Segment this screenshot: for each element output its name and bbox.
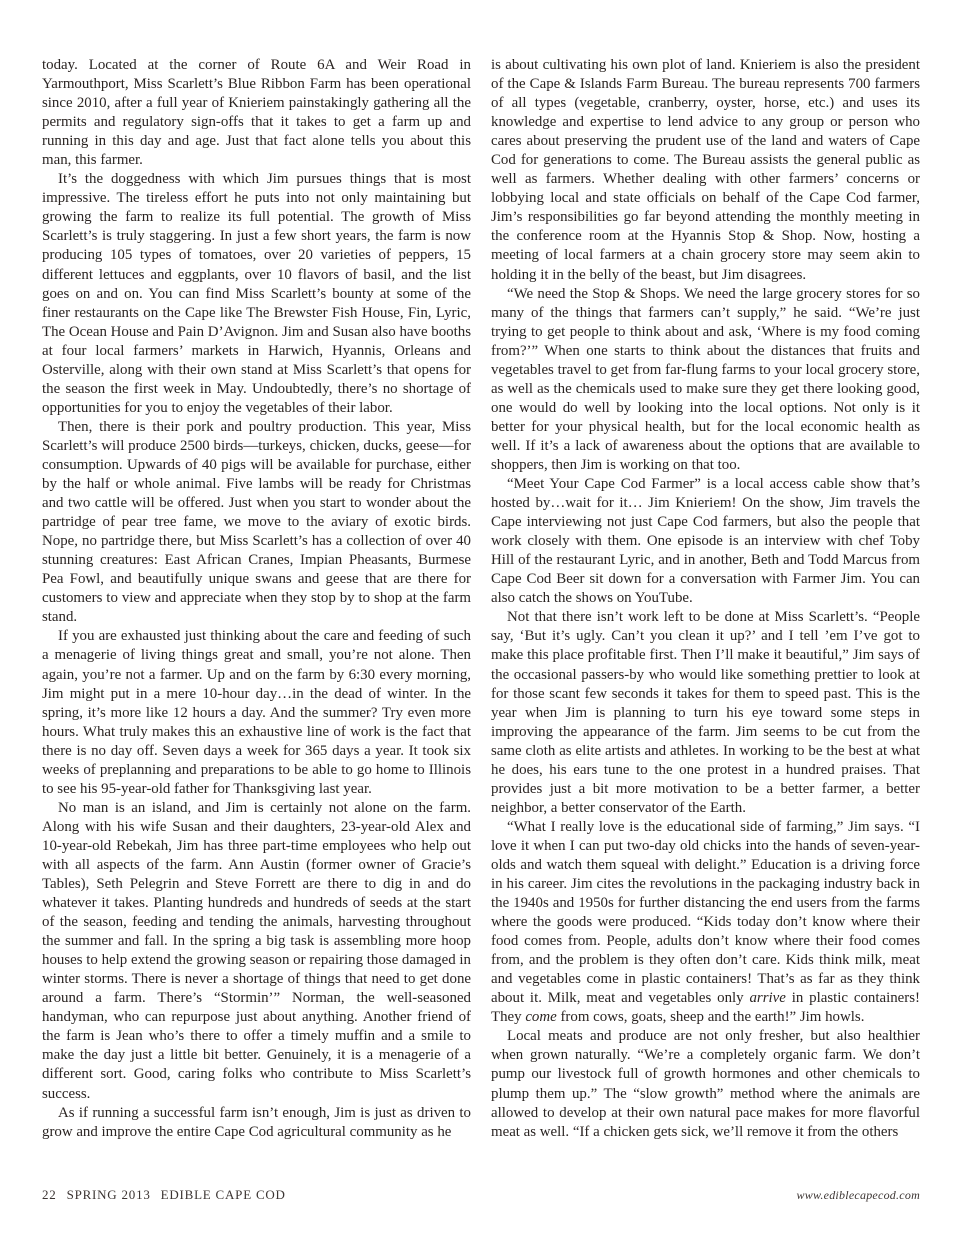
page-number: 22 (42, 1187, 57, 1202)
page-footer (42, 1187, 920, 1207)
paragraph: As if running a successful farm isn’t enough, Jim is just as driven to grow and improve the entire Cape Cod agricultural community as he (42, 1104, 471, 1140)
emphasis-text: arrive (749, 990, 786, 1007)
paragraph: No man is an island, and Jim is certainly not alone on the farm. Along with his wife Susan and their daughters, 23-year-old Alex and 10-year-old Rebekah, Jim has three part-time employees who help out with all aspects of the farm. Ann Austin (former owner of Gracie’s Tables), Seth Pelegrin and Steve Forrett are there to dig in and do whatever it takes. Planting hundreds and hundreds of seeds at the start of the season, feeding and tending the animals, harvesting throughout the summer and fall. In the spring a big task is assembling more hoop houses to help extend the growing season or repairing those damaged in winter storms. There is never a shortage of things that need to get done around a farm. There’s “Stormin’” Norman, the well-seasoned handyman, who can repurpose just about anything. Another friend of the farm is Jean who’s there to offer a timely muffin and a smile to make the day just a little bit better. Genuinely, it is a menagerie of a different sort. Good, caring folks who contribute to Miss Scarlett’s success. (42, 799, 471, 1102)
text-run: from cows, goats, sheep and the earth!” Jim howls. (556, 1009, 865, 1026)
text-run: “What I really love is the educational side of farming,” Jim says. “I love it when I can put two-day old chicks into the hands of seven-year-olds and watch them squeal with delight.” Education is a driving force in his career. Jim cites the revolutions in the packaging industry back in the 1940s and 1950s for further distancing the end users from the farms where the goods were produced. “Kids today don’t know where their food comes from. People, adults don’t know where their food comes from, and the problem is they often don’t care. Kids think milk, meat and vegetables come in plastic containers! That’s as far as they think about it. Milk, meat and vegetables only (491, 818, 920, 1007)
paragraph: is about cultivating his own plot of land. Knieriem is also the president of the Cape & Islands Farm Bureau. The bureau represents 700 farmers of all types (vegetable, cranberry, oyster, horse, etc.) and uses its knowledge and expertise to lend advice to any group or person who cares about preserving the prudent use of the land and waters of Cape Cod for generations to come. The Bureau assists the general public as well as farmers. Whether dealing with other farmers’ concerns or lobbying local and state officials on behalf of the Cape Cod farmer, Jim’s responsibilities go far beyond attending the monthly meeting in the conference room at the Hyannis Stop & Shop. Now, hosting a meeting of local farmers at a chain grocery store may seem akin to holding it in the belly of the beast, but Jim disagrees. (491, 57, 920, 283)
emphasis-text: come (525, 1009, 557, 1026)
paragraph: Then, there is their pork and poultry production. This year, Miss Scarlett’s will produce 2500 birds—turkeys, chicken, ducks, geese—for consumption. Upwards of 40 pigs will be available for purchase, either by the half or whole animal. Five lambs will be ready for Christmas and two cattle will be offered. Just when you start to wonder about the partridge of pear tree fame, we move to the aviary of exotic birds. Nope, no partridge there, but Miss Scarlett’s has a collection of over 40 stunning creatures: East African Cranes, Impian Pheasants, Burmese Pea Fowl, and beautifully unique swans and geese that are there for customers to view and appreciate when they stop by to shop at the farm stand. (42, 418, 471, 626)
paragraph: If you are exhausted just thinking about the care and feeding of such a menagerie of living things great and small, you’re not alone. Then again, you’re not a farmer. Up and on the farm by 6:30 every morning, Jim might put in a mere 10-hour day…in the dead of winter. In the spring, it’s more like 12 hours a day. And the summer? Try even more hours. What truly makes this an exhaustive line of work is the fact that there is no day off. Seven days a week for 365 days a year. It took six weeks of preplanning and preparations to be able to go home to Illinois to see his 95-year-old father for Thanksgiving last year. (42, 628, 471, 797)
publication-name: EDIBLE CAPE COD (160, 1187, 286, 1202)
paragraph: Local meats and produce are not only fresher, but also healthier when grown naturally. “We’re a completely organic farm. We don’t pump our livestock full of growth hormones and other chemicals to plump them up.” The “slow growth” method where the animals are allowed to develop at their own natural pace makes for more flavorful meat as well. “If a chicken gets sick, we’ll remove it from the others (491, 1028, 920, 1140)
paragraph (491, 818, 920, 1028)
column-left (42, 56, 471, 1142)
paragraph: “Meet Your Cape Cod Farmer” is a local access cable show that’s hosted by…wait for it… Jim Knieriem! On the show, Jim travels the Cape interviewing not just Cape Cod farmers, but also the people that work closely with them. One episode is an interview with chef Toby Hill of the restaurant Lyric, and in another, Beth and Todd Marcus from Cape Cod Beer sit down for a conversation with Farmer Jim. You can also catch the shows on YouTube. (491, 476, 920, 607)
column-right (491, 56, 920, 1142)
paragraph: today. Located at the corner of Route 6A and Weir Road in Yarmouthport, Miss Scarlett’s Blue Ribbon Farm has been operational since 2010, after a full year of Knieriem painstakingly gathering all the permits and regulatory sign-offs that it takes to get a farm up and running in this day and age. Just that fact alone tells you about this man, this farmer. (42, 57, 471, 169)
footer-folio (42, 1187, 296, 1203)
article-body (42, 56, 920, 1142)
paragraph: “We need the Stop & Shops. We need the large grocery stores for so many of the things that farmers can’t supply,” he said. “We’re just trying to get people to think about and ask, ‘Where is my food coming from?’” When one starts to think about the distances that fruits and vegetables travel to get from far-flung farms to your local grocery store, as well as the chemicals used to make sure they get there looking good, one would do well by looking into the local options. Not only is it better for your physical health, but for the local economic health as well. If it’s a lack of awareness about the options that are available to shoppers, then Jim is working on that too. (491, 285, 920, 473)
paragraph: It’s the doggedness with which Jim pursues things that is most impressive. The tireless effort he puts into not only maintaining but growing the farm to realize its full potential. The growth of Miss Scarlett’s is truly staggering. In just a few short years, the farm is now producing 105 types of tomatoes, over 20 varieties of peppers, 15 different lettuces and eggplants, over 10 flavors of basil, and the list goes on and on. You can find Miss Scarlett’s bounty at some of the finer restaurants on the Cape like The Brewster Fish House, Fin, Lyric, The Ocean House and Pain D’Avignon. Jim and Susan also have booths at four local farmers’ markets in Harwich, Hyannis, Orleans and Osterville, along with their own stand at Miss Scarlett’s that opens for the season the first week in May. Undoubtedly, there’s no shortage of opportunities for you to enjoy the vegetables of their labor. (42, 171, 471, 416)
issue-label: SPRING 2013 (66, 1187, 151, 1202)
website-link[interactable]: www.ediblecapecod.com (796, 1188, 920, 1202)
text-run: in plastic containers! They (491, 990, 920, 1026)
paragraph: Not that there isn’t work left to be done at Miss Scarlett’s. “People say, ‘But it’s ugly. Can’t you clean it up?’ and I tell ’em I’ve got to make this place profitable first. Then I’ll make it beautiful,” Jim says of the occasional passers-by who would like something prettier to look at for those scant few seconds it takes for them to speed past. This is the year when Jim is planning to turn his eye toward some steps in improving the appearance of the farm. Jim seems to be cut from the same cloth as elite artists and athletes. In working to be the best at what he does, his ears tune to the one protest in a hundred praises. That provides just a bit more motivation to be a better farmer, a better neighbor, a better conservator of the Earth. (491, 609, 920, 816)
